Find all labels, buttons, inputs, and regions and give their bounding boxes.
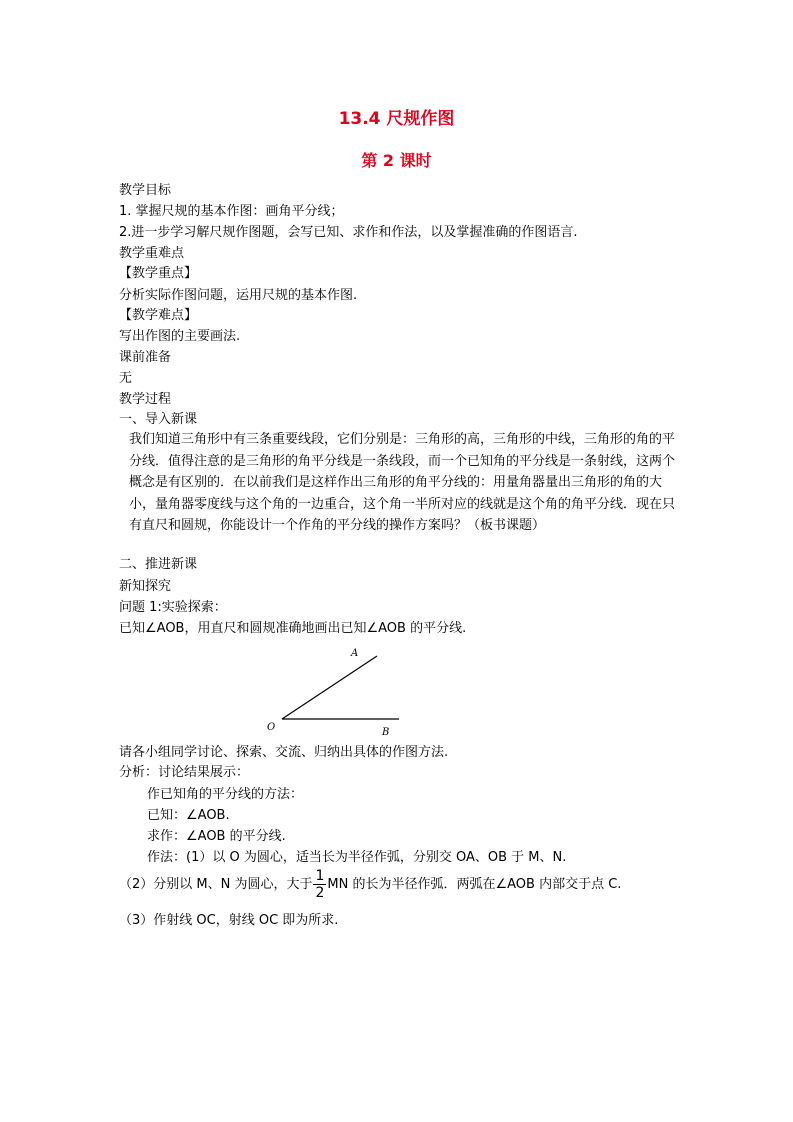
intro-paragraph: 我们知道三角形中有三条重要线段，它们分别是：三角形的高，三角形的中线，三角形的角的平分线．值得注意的是三角形的角平分线是一条线段，而一个已知角的平分线是一条射线，这两个概念是有区别的．在以前我们是这样作出三角形的角平分线的：用量角器量出三角形的角的大小，量角器零度线与这个角的一边重合，这个角一半所对应的线就是这个角的角平分线．现在只有直尺和圆规，你能设计一个作角的平分线的操作方案吗？（板书课题） bbox=[129, 432, 676, 533]
goal-2: 2.进一步学习解尺规作图题，会写已知、求作和作法，以及掌握准确的作图语言. bbox=[119, 225, 578, 240]
discuss-text: 请各小组同学讨论、探索、交流、归纳出具体的作图方法. bbox=[119, 745, 449, 760]
label-b: B bbox=[382, 727, 390, 738]
fraction-denominator: 2 bbox=[315, 885, 325, 901]
key-point: 分析实际作图问题，运用尺规的基本作图. bbox=[119, 288, 358, 303]
prep: 无 bbox=[119, 371, 133, 386]
goal-heading: 教学目标 bbox=[119, 183, 172, 198]
step-3: （3）作射线 OC，射线 OC 即为所求. bbox=[119, 913, 339, 928]
step-2-prefix: （2）分别以 M、N 为圆心，大于 bbox=[119, 877, 313, 892]
one-half-fraction bbox=[313, 868, 326, 901]
explore-heading: 新知探究 bbox=[119, 579, 172, 594]
difficulty-label: 【教学难点】 bbox=[119, 308, 198, 323]
step-2-suffix: MN 的长为半径作弧．两弧在∠AOB 内部交于点 C. bbox=[327, 877, 622, 892]
seek-text: 求作：∠AOB 的平分线. bbox=[147, 829, 286, 844]
page-title: 13.4 尺规作图 bbox=[338, 109, 455, 129]
goal-1: 1. 掌握尺规的基本作图：画角平分线； bbox=[119, 204, 344, 219]
problem-1-text: 已知∠AOB，用直尺和圆规准确地画出已知∠AOB 的平分线. bbox=[119, 621, 467, 636]
fraction-numerator: 1 bbox=[315, 868, 325, 884]
section-2-heading: 二、推进新课 bbox=[119, 557, 198, 572]
label-a: A bbox=[351, 648, 359, 659]
step-2 bbox=[119, 867, 621, 903]
key-point-label: 【教学重点】 bbox=[119, 266, 198, 281]
prep-heading: 课前准备 bbox=[119, 350, 172, 365]
section-1-heading: 一、导入新课 bbox=[119, 412, 198, 427]
page-subtitle: 第 2 课时 bbox=[361, 151, 432, 170]
method-title: 作已知角的平分线的方法： bbox=[147, 787, 304, 802]
given-text: 已知：∠AOB. bbox=[147, 808, 230, 823]
angle-aob-figure bbox=[262, 644, 412, 740]
process-heading: 教学过程 bbox=[119, 392, 172, 407]
problem-1-heading: 问题 1:实验探索： bbox=[119, 600, 227, 615]
difficulty: 写出作图的主要画法. bbox=[119, 329, 241, 344]
label-o: O bbox=[267, 722, 276, 733]
key-heading: 教学重难点 bbox=[119, 246, 185, 261]
ray-oa bbox=[282, 656, 377, 719]
analysis-text: 分析：讨论结果展示： bbox=[119, 765, 250, 780]
step-1: 作法：(1）以 O 为圆心，适当长为半径作弧，分别交 OA、OB 于 M、N. bbox=[147, 850, 567, 865]
